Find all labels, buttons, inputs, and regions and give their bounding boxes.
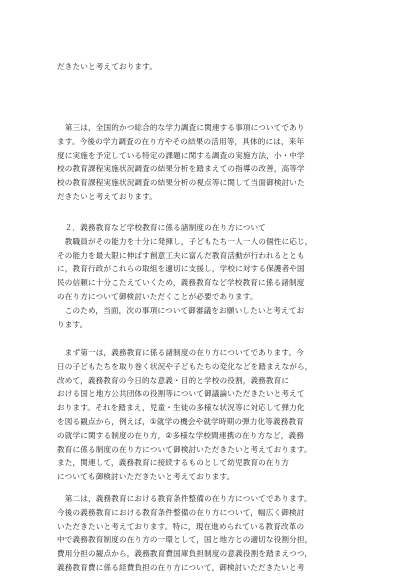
text-line: 第二は，義務教育における教育条件整備の在り方についてであります。 [57, 494, 312, 503]
text-line: 義務教育費に係る経費負担の在り方について，御検討いただきたいと考 [57, 562, 305, 572]
text-line: いただきたいと考えております。特に，現在進められている教育改革の [57, 521, 305, 531]
text-line: ります。 [57, 319, 88, 329]
section-2 [57, 221, 357, 331]
text-line: の就学に関する制度の在り方，②多様な学校間連携の在り方など，義務 [57, 430, 305, 440]
text-line: 改めて，義務教育の今日的な意義・目的と学校の役割，義務教育に [57, 375, 290, 385]
text-line: だきたいと考えております。 [57, 191, 158, 201]
text-line: 第三は，全国的かつ総合的な学力調査に関連する事項についてであり [57, 123, 305, 132]
text-line: その能力を最大限に伸ばす創意工夫に富んだ教育活動が行われるととも [57, 250, 305, 260]
text-line: 度に実施を予定している特定の課題に関する調査の実施方法，小・中学 [57, 150, 305, 160]
text-line: このため，当面，次の事項について御審議をお願いしたいと考えてお [57, 305, 305, 315]
text-line: 民の信頼に十分こたえていくため，義務教育など学校教育に係る諸制度 [57, 278, 305, 288]
paragraph-second-item [57, 492, 357, 575]
text-line: まず第一は，義務教育に係る諸制度の在り方についてであります。今 [57, 348, 305, 357]
paragraph-continuation [57, 60, 357, 74]
text-line: 今後の義務教育における教育条件整備の在り方について，幅広く御検討 [57, 507, 305, 517]
text-line: についても御検討いただきたいと考えております。 [57, 472, 235, 482]
text-line: 日の子どもたちを取り巻く状況や子どもたちの変化などを踏まえながら， [57, 361, 313, 371]
text-line: また，関連して，義務教育に接続するものとして幼児教育の在り方 [57, 458, 290, 468]
text-line: 費用分担の観点から，義務教育費国庫負担制度の意義役割を踏まえつつ， [57, 549, 313, 559]
text-line: の在り方について御検討いただくことが必要であります。 [57, 291, 258, 301]
paragraph-third-item [57, 121, 357, 204]
text-line: 中で義務教育制度の在り方の一環として，国と地方との適切な役割分担， [57, 535, 313, 545]
section-heading: ２．義務教育など学校教育に係る諸制度の在り方について [57, 223, 266, 232]
text-line: に，教育行政がこれらの取組を適切に支援し，学校に対する保護者や国 [57, 264, 305, 274]
text-line: 校の教育課程実施状況調査の結果分析の視点等に関して当面御検討いた [57, 178, 305, 188]
text-line: を図る観点から，例えば，①就学の機会や就学時期の弾力化等義務教育 [57, 416, 305, 426]
text-line: おります。それを踏まえ，児童・生徒の多様な状況等に対応して弾力化 [57, 403, 305, 413]
text-line: 校の教育課程実施状況調査の結果分析を踏まえての指導の改善，高等学 [57, 164, 305, 174]
text-line: 教育に係る制度の在り方について御検討いただきたいと考えております。 [57, 444, 312, 454]
text-line: 教職員がその能力を十分に発揮し，子どもたち一人一人の個性に応じ， [57, 236, 313, 246]
text-line: ます。今後の学力調査の在り方やその結果の活用等，具体的には，来年 [57, 136, 305, 146]
text-line: だきたいと考えております。 [57, 62, 158, 71]
text-line: おける国と地方公共団体の役割等について御議論いただきたいと考えて [57, 389, 305, 399]
paragraph-first-item [57, 346, 357, 484]
